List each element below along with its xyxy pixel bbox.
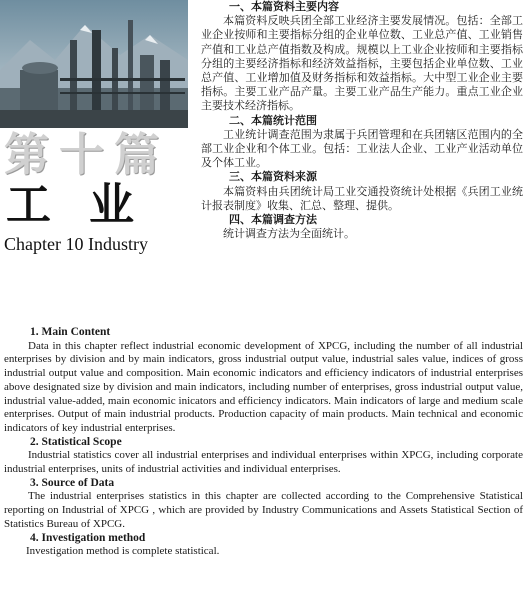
cn-paragraph-main-content: 本篇资料反映兵团全部工业经济主要发展情况。包括：全部工业企业按师和主要指标分组的企业单位数、工业总产值、工业销售产值和工业总产值指数及构成。规模以上工业企业按师和主要指标分组的主要经济指标和经济效益指标，主要包括企业单位数、工业总产值、工业增加值及财务指标和效益指标。大中型工业企业主要指标。主要工业产品产量。主要工业产品生产能力。重点工业企业主要技术经济指标。 [201, 14, 523, 113]
cn-paragraph-method: 统计调查方法为全面统计。 [223, 227, 355, 241]
cn-section-content [201, 0, 523, 114]
cn-section-method [201, 213, 523, 241]
cn-section-source [201, 170, 523, 213]
chapter-topic-cn: 工业 [6, 178, 173, 231]
cn-heading-source: 三、本篇资料来源 [229, 170, 317, 184]
en-paragraph-scope: Industrial statistics cover all industrial enterprises and individual enterprises within XPCG, including corporate industrial enterprises, units of industrial activities and individual enterprises. [4, 449, 523, 476]
english-text-column [4, 326, 523, 559]
en-paragraph-source: The industrial enterprises statistics in this chapter are collected according to the Comprehensive Statistical reporting on Industrial of XPCG , which are provided by Industry Communications and Assets Statistical Section of Statistics Bureau of XPCG. [4, 490, 523, 530]
en-heading-main-content: 1. Main Content [30, 326, 111, 338]
en-paragraph-method: Investigation method is complete statistical. [26, 545, 220, 558]
cn-heading-method: 四、本篇调查方法 [229, 213, 317, 227]
cn-heading-main-content: 一、本篇资料主要内容 [229, 0, 339, 13]
cn-section-scope [201, 114, 523, 171]
cn-paragraph-scope: 工业统计调查范围为隶属于兵团管理和在兵团辖区范围内的全部工业企业和个体工业。包括：工业法人企业、工业产业活动单位及个体工业。 [201, 127, 523, 170]
chapter-title-en: Chapter 10 Industry [4, 234, 148, 254]
cn-paragraph-source: 本篇资料由兵团统计局工业交通投资统计处根据《兵团工业统计报表制度》收集、汇总、整理、提供。 [201, 184, 523, 212]
chinese-text-column [201, 0, 523, 241]
en-heading-source: 3. Source of Data [30, 476, 115, 489]
en-paragraph-main-content: Data in this chapter reflect industrial economic development of XPCG, including the number of all industrial enterprises by division and by main indicators, gross industrial output value, industrial sales value, indices of gross industrial output value and composition. Main economic indicators and efficiency indicators of industrial enterprises above designated size by division and main indicators, including number of enterprises, gross industrial output value, industrial value-added, main economic inicators and efficiency indicators. Main indicators of large and medium scale enterprises. Output of main industrial products. Production capacity of main products. Main technical and economic indicators of key industrial enterprises. [4, 339, 523, 434]
en-heading-method: 4. Investigation method [30, 531, 146, 544]
en-heading-scope: 2. Statistical Scope [30, 435, 122, 448]
cn-heading-scope: 二、本篇统计范围 [229, 113, 317, 127]
industrial-plant-photo [0, 0, 188, 128]
chapter-number-cn: 第十篇 [4, 128, 170, 181]
